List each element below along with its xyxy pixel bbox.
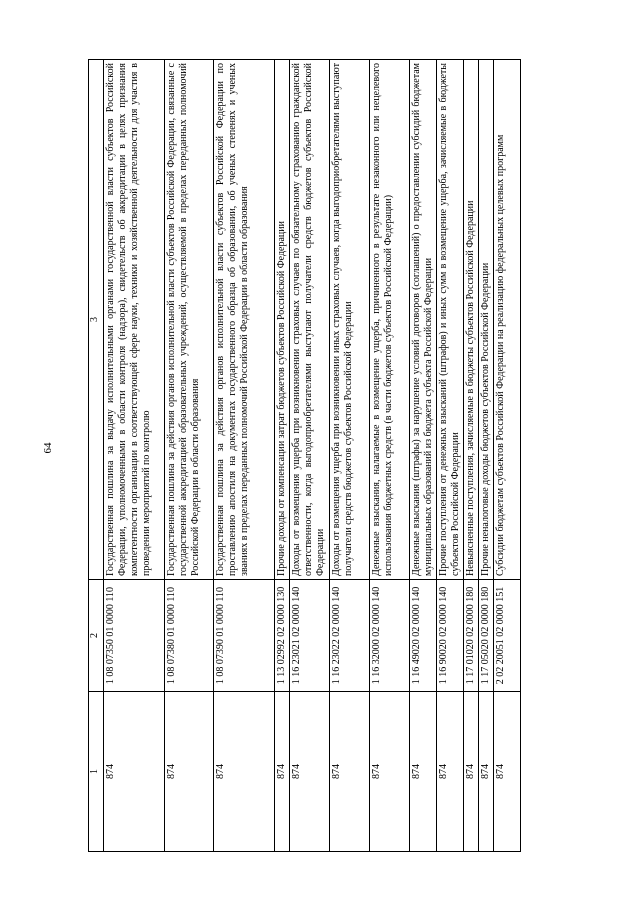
revenue-codes-table — [88, 59, 521, 852]
column-header-2: 2 — [89, 580, 104, 692]
revenue-name-cell: Денежные взыскания, налагаемые в возмещение ущерба, причиненного в результате незаконного или нецелевого использования бюджетных средств (в части бюджетов субъектов Российской Федерации) — [370, 60, 410, 580]
table-row — [214, 60, 275, 852]
admin-code-cell: 874 — [464, 692, 479, 852]
revenue-name-cell: Прочие неналоговые доходы бюджетов субъектов Российской Федерации — [479, 60, 494, 580]
table-row — [494, 60, 521, 852]
revenue-code-cell: 1 16 23021 02 0000 140 — [290, 580, 330, 692]
table-row — [330, 60, 370, 852]
revenue-code-cell: 1 17 05020 02 0000 180 — [479, 580, 494, 692]
revenue-name-cell: Государственная пошлина за выдачу исполнительными органами государственной власти субъектов Российской Федерации, уполномоченными в области контроля (надзора), свидетельств об аккредитации в целях признания компетентности организации в соответствующей сфере науки, техники и хозяйственной деятельности для участия в проведении мероприятий по контролю — [104, 60, 165, 580]
revenue-name-cell: Государственная пошлина за действия органов исполнительной власти субъектов Российской Федерации по проставлению апостиля на документах государственного образца об образовании, об ученых степенях и ученых званиях в пределах переданных полномочий Российской Федерации в области образования — [214, 60, 275, 580]
table-row — [479, 60, 494, 852]
revenue-name-cell: Государственная пошлина за действия органов исполнительной власти субъектов Российской Федерации, связанные с государственной аккредитацией образовательных учреждений, осуществляемой в пределах переданных полномочий Российской Федерации в области образования — [165, 60, 214, 580]
page-number: 64 — [42, 442, 54, 454]
revenue-code-cell: 1 16 90020 02 0000 140 — [437, 580, 464, 692]
revenue-name-cell: Субсидии бюджетам субъектов Российской Федерации на реализацию федеральных целевых программ — [494, 60, 521, 580]
table-row — [275, 60, 290, 852]
table-row — [165, 60, 214, 852]
admin-code-cell: 874 — [494, 692, 521, 852]
rotated-table-page — [88, 60, 560, 852]
revenue-code-cell: 1 16 49020 02 0000 140 — [410, 580, 437, 692]
revenue-code-cell: 1 08 07350 01 0000 110 — [104, 580, 165, 692]
revenue-code-cell: 2 02 20051 02 0000 151 — [494, 580, 521, 692]
admin-code-cell: 874 — [437, 692, 464, 852]
admin-code-cell: 874 — [330, 692, 370, 852]
revenue-name-cell: Прочие поступления от денежных взысканий (штрафов) и иных сумм в возмещение ущерба, зачисляемые в бюджеты субъектов Российской Федерации — [437, 60, 464, 580]
table-row — [290, 60, 330, 852]
column-header-3: 3 — [89, 60, 104, 580]
revenue-code-cell: 1 08 07390 01 0000 110 — [214, 580, 275, 692]
revenue-name-cell: Прочие доходы от компенсации затрат бюджетов субъектов Российской Федерации — [275, 60, 290, 580]
admin-code-cell: 874 — [104, 692, 165, 852]
revenue-code-cell: 1 13 02992 02 0000 130 — [275, 580, 290, 692]
table-row — [437, 60, 464, 852]
admin-code-cell: 874 — [275, 692, 290, 852]
admin-code-cell: 874 — [370, 692, 410, 852]
revenue-code-cell: 1 17 01020 02 0000 180 — [464, 580, 479, 692]
column-header-1: 1 — [89, 692, 104, 852]
revenue-name-cell: Денежные взыскания (штрафы) за нарушение условий договоров (соглашений) о предоставлении субсидий бюджетам муниципальных образований из бюджета субъекта Российской Федерации — [410, 60, 437, 580]
revenue-name-cell: Невыясненные поступления, зачисляемые в бюджеты субъектов Российской Федерации — [464, 60, 479, 580]
revenue-code-cell: 1 08 07380 01 0000 110 — [165, 580, 214, 692]
admin-code-cell: 874 — [165, 692, 214, 852]
admin-code-cell: 874 — [479, 692, 494, 852]
revenue-code-cell: 1 16 32000 02 0000 140 — [370, 580, 410, 692]
table-row — [370, 60, 410, 852]
admin-code-cell: 874 — [410, 692, 437, 852]
revenue-name-cell: Доходы от возмещения ущерба при возникновении иных страховых случаев, когда выгодоприобретателями выступают получатели средств бюджетов субъектов Российской Федерации — [330, 60, 370, 580]
admin-code-cell: 874 — [290, 692, 330, 852]
table-row — [104, 60, 165, 852]
column-number-row — [89, 60, 104, 852]
table-row — [464, 60, 479, 852]
table-row — [410, 60, 437, 852]
revenue-code-cell: 1 16 23022 02 0000 140 — [330, 580, 370, 692]
revenue-name-cell: Доходы от возмещения ущерба при возникновении страховых случаев по обязательному страхованию гражданской ответственности, когда выгодоприобретателями выступают получатели средств бюджетов субъектов Российской Федерации — [290, 60, 330, 580]
admin-code-cell: 874 — [214, 692, 275, 852]
